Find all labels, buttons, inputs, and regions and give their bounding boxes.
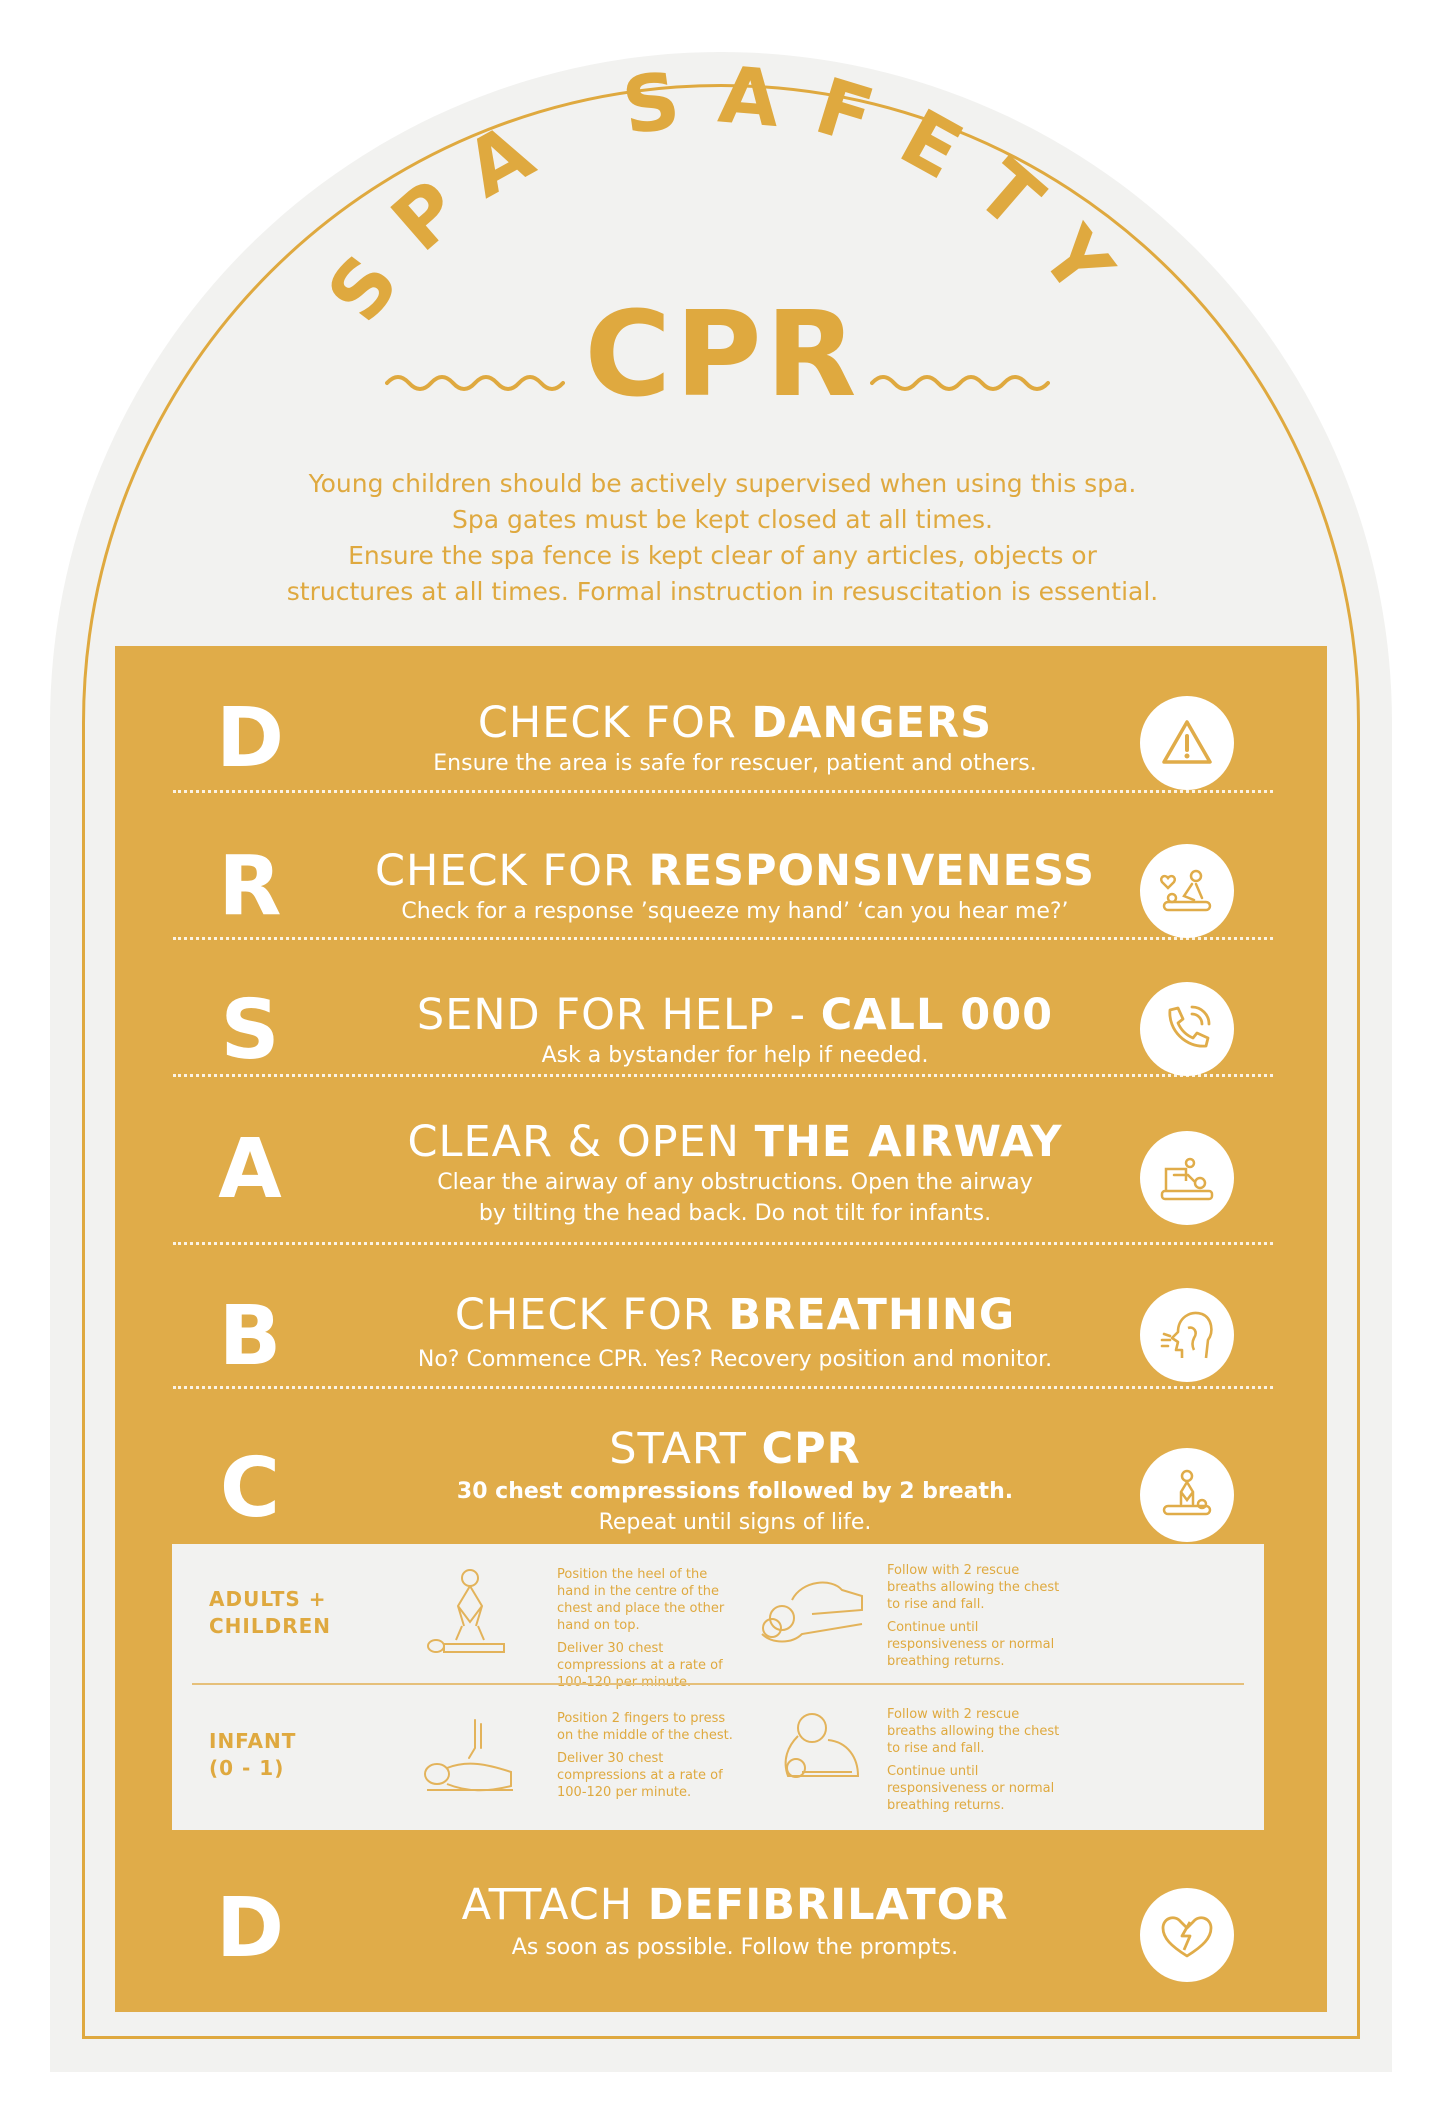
- step-description: [335, 1476, 1135, 1538]
- page-title: CPR: [584, 285, 861, 423]
- row-separator: [192, 1683, 1244, 1685]
- step-letter: S: [220, 983, 280, 1078]
- instruction-text: Follow with 2 rescue breaths allowing the chest to rise and fall.: [887, 1563, 1060, 1612]
- intro-line: Young children should be actively supervised when using this spa.: [308, 469, 1137, 498]
- instruction-text: Deliver 30 chest compressions at a rate of 100-120 per minute.: [557, 1641, 723, 1690]
- defibrillator-icon: [1140, 1888, 1234, 1982]
- step-title-light: ATTACH: [461, 1880, 648, 1930]
- step-title: [335, 846, 1135, 896]
- right-wave-decoration: [870, 368, 1050, 398]
- cpr-row-infant: [172, 1688, 1264, 1828]
- step-title: [335, 1290, 1135, 1340]
- step-divider: [173, 1242, 1273, 1245]
- step-title-light: CHECK FOR: [477, 698, 752, 748]
- arc-title-text: SPA SAFETY: [310, 50, 1150, 339]
- instruction-text: Position 2 fingers to press on the middle of the chest.: [557, 1711, 733, 1743]
- step-title-bold: RESPONSIVENESS: [648, 846, 1096, 896]
- step-desc-bold-line: 30 chest compressions followed by 2 breath.: [456, 1479, 1014, 1504]
- step-title-bold: THE AIRWAY: [754, 1117, 1063, 1167]
- adult-rescue-breath-illustration: [752, 1564, 872, 1664]
- step-description: [335, 1040, 1135, 1071]
- cpr-icon: [1140, 1448, 1234, 1542]
- intro-text: [200, 466, 1245, 610]
- group-label: INFANT (0 - 1): [209, 1729, 297, 1780]
- step-title-light: CLEAR & OPEN: [407, 1117, 755, 1167]
- step-letter: B: [218, 1289, 282, 1384]
- step-divider: [173, 1386, 1273, 1389]
- drsabcd-panel: [115, 646, 1327, 2012]
- step-title-light: START: [609, 1424, 762, 1474]
- step-letter: A: [218, 1122, 282, 1217]
- step-letter: D: [215, 1881, 285, 1976]
- instruction-text: Continue until responsiveness or normal breathing returns.: [887, 1620, 1055, 1669]
- step-desc-line: No? Commence CPR. Yes? Recovery position and monitor.: [417, 1347, 1053, 1372]
- step-title-light: SEND FOR HELP -: [416, 990, 821, 1040]
- step-desc-line: Clear the airway of any obstructions. Open the airway: [437, 1170, 1033, 1195]
- instruction-text: Position the heel of the hand in the centre of the chest and place the other hand on top.: [557, 1567, 725, 1633]
- instruction-text: Continue until responsiveness or normal breathing returns.: [887, 1764, 1055, 1813]
- step-divider: [173, 790, 1273, 793]
- responsiveness-icon: [1140, 844, 1234, 938]
- breath-instructions: [887, 1562, 1072, 1676]
- intro-line: Spa gates must be kept closed at all times.: [452, 505, 993, 534]
- step-description: [335, 1167, 1135, 1229]
- infant-rescue-breath-illustration: [762, 1706, 872, 1806]
- airway-icon: [1140, 1131, 1234, 1225]
- step-title-bold: CALL 000: [820, 990, 1054, 1040]
- step-desc-line: by tilting the head back. Do not tilt for infants.: [478, 1201, 992, 1226]
- step-divider: [173, 1074, 1273, 1077]
- step-title: [335, 698, 1135, 748]
- cpr-instructions-box: [172, 1544, 1264, 1830]
- breath-instructions: [887, 1706, 1072, 1820]
- step-title: [335, 990, 1135, 1040]
- step-description: [335, 748, 1135, 779]
- step-title-bold: CPR: [761, 1424, 861, 1474]
- step-title-bold: DANGERS: [751, 698, 993, 748]
- phone-icon: [1140, 982, 1234, 1076]
- compression-instructions: [557, 1710, 737, 1807]
- intro-line: Ensure the spa fence is kept clear of any articles, objects or: [348, 541, 1097, 570]
- step-desc-line: Ensure the area is safe for rescuer, patient and others.: [433, 751, 1037, 776]
- step-title: [335, 1424, 1135, 1474]
- step-desc-line: As soon as possible. Follow the prompts.: [511, 1935, 959, 1960]
- intro-line: structures at all times. Formal instruction in resuscitation is essential.: [286, 577, 1159, 606]
- step-description: [335, 896, 1135, 927]
- step-description: [335, 1932, 1135, 1963]
- adult-compression-illustration: [422, 1564, 512, 1664]
- step-desc-line: Ask a bystander for help if needed.: [541, 1043, 929, 1068]
- step-description: [335, 1344, 1135, 1375]
- step-title-light: CHECK FOR: [374, 846, 649, 896]
- step-title: [335, 1117, 1135, 1167]
- step-title-bold: BREATHING: [728, 1290, 1016, 1340]
- step-letter: C: [219, 1441, 281, 1536]
- step-title: [335, 1880, 1135, 1930]
- compression-instructions: [557, 1566, 737, 1697]
- step-desc-line: Check for a response ’squeeze my hand’ ‘can you hear me?’: [401, 899, 1069, 924]
- instruction-text: Deliver 30 chest compressions at a rate of 100-120 per minute.: [557, 1751, 723, 1800]
- breathing-icon: [1140, 1288, 1234, 1382]
- step-letter: R: [218, 839, 282, 934]
- instruction-text: Follow with 2 rescue breaths allowing the chest to rise and fall.: [887, 1707, 1060, 1756]
- infant-compression-illustration: [417, 1714, 517, 1804]
- step-divider: [173, 937, 1273, 940]
- step-letter: D: [215, 691, 285, 786]
- group-label: ADULTS + CHILDREN: [209, 1587, 332, 1638]
- step-title-bold: DEFIBRILATOR: [647, 1880, 1009, 1930]
- warning-icon: [1140, 696, 1234, 790]
- cpr-row-adults: [172, 1544, 1264, 1690]
- step-desc-line: Repeat until signs of life.: [598, 1510, 872, 1535]
- step-title-light: CHECK FOR: [454, 1290, 729, 1340]
